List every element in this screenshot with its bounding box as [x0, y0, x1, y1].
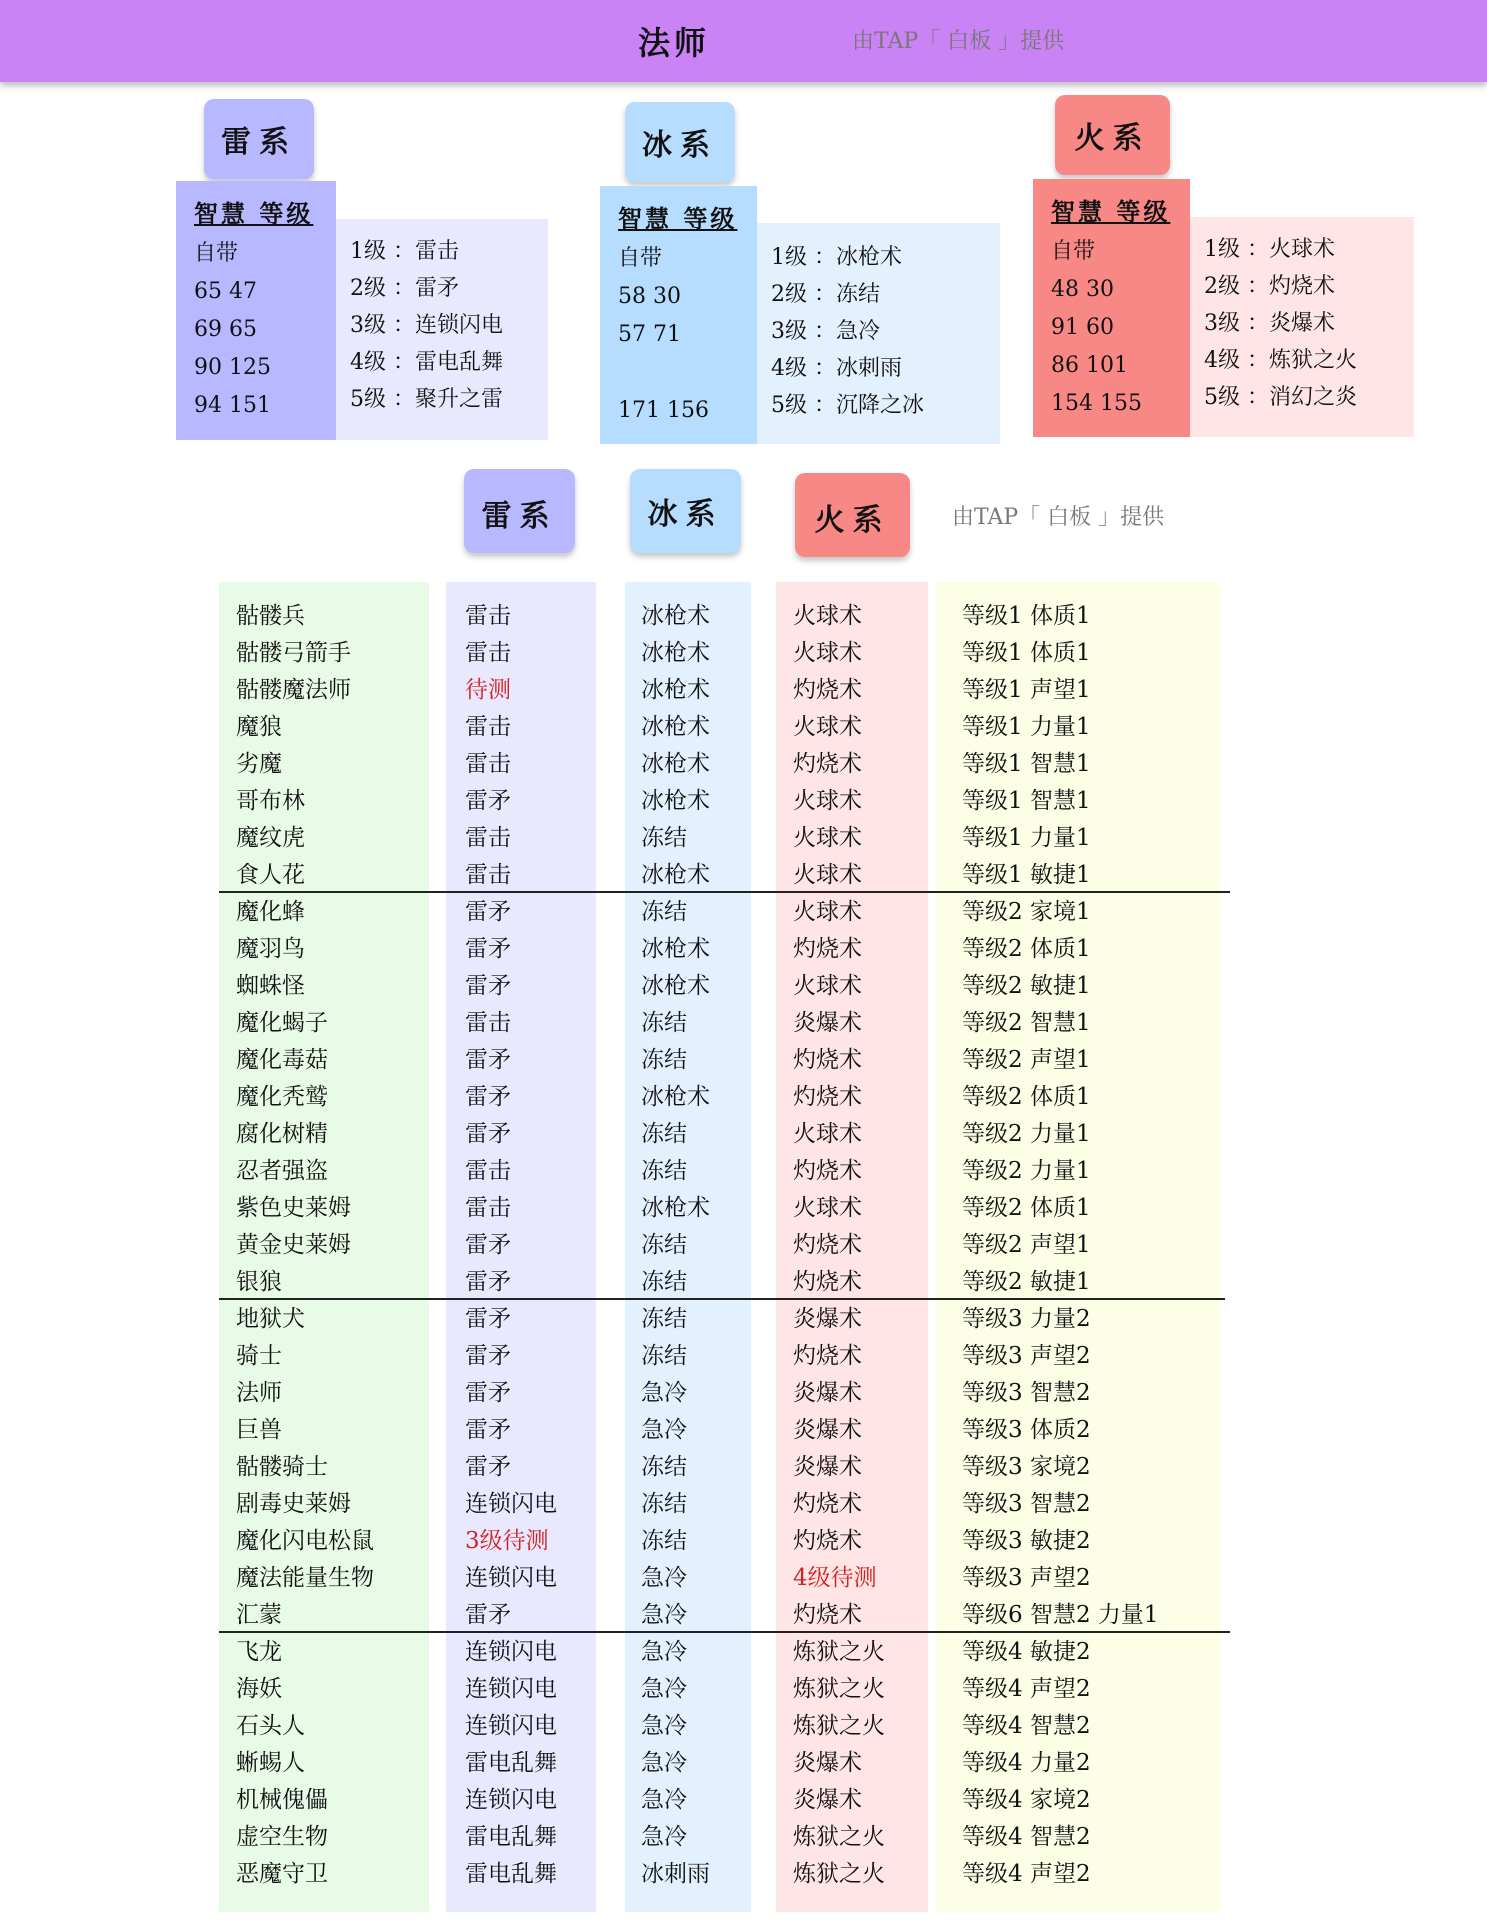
fire-cell: 炼狱之火 [793, 1824, 885, 1850]
fire-wisdom-row: 48 30 [1051, 277, 1114, 302]
monster-cell: 黄金史莱姆 [236, 1232, 351, 1258]
thunder-cell: 雷矛 [465, 1380, 511, 1406]
thunder-cell: 雷击 [465, 714, 511, 740]
fire-cell: 炼狱之火 [793, 1713, 885, 1739]
ice-cell: 冰枪术 [641, 640, 710, 666]
thunder-wisdom-row: 自带 [194, 241, 239, 266]
ice-level-item: 3级 ：急冷 [771, 319, 880, 344]
drop-cell: 等级2 体质1 [962, 936, 1091, 962]
fire-cell: 炎爆术 [793, 1787, 862, 1813]
monster-cell: 魔化蝎子 [236, 1010, 328, 1036]
fire-cell: 炎爆术 [793, 1417, 862, 1443]
monster-cell: 汇蒙 [236, 1602, 282, 1628]
ice-cell: 冻结 [641, 825, 687, 851]
fire-cell: 炎爆术 [793, 1306, 862, 1332]
thunder-level-item: 5级 ：聚升之雷 [350, 387, 503, 412]
thunder-cell: 雷矛 [465, 788, 511, 814]
fire-wisdom-row: 自带 [1051, 239, 1096, 264]
drop-cell: 等级2 敏捷1 [962, 973, 1091, 999]
fire-cell: 炼狱之火 [793, 1676, 885, 1702]
thunder-cell: 雷电乱舞 [465, 1750, 557, 1776]
ice-cell: 急冷 [641, 1787, 687, 1813]
fire-levels-panel [1190, 217, 1414, 437]
ice-cell: 冰枪术 [641, 936, 710, 962]
ice-cell: 急冷 [641, 1380, 687, 1406]
thunder-cell: 雷矛 [465, 1047, 511, 1073]
drop-cell: 等级1 力量1 [962, 825, 1091, 851]
drop-cell: 等级2 体质1 [962, 1084, 1091, 1110]
thunder-cell: 连锁闪电 [465, 1491, 557, 1517]
monster-cell: 魔化毒菇 [236, 1047, 328, 1073]
thunder-cell: 雷击 [465, 640, 511, 666]
ice-level-item: 2级 ：冻结 [771, 282, 880, 307]
ice-cell: 冰枪术 [641, 1084, 710, 1110]
thunder-cell: 雷击 [465, 862, 511, 888]
monster-cell: 骷髅兵 [236, 603, 305, 629]
drop-cell: 等级2 声望1 [962, 1232, 1091, 1258]
group-separator [219, 1631, 1230, 1633]
monster-cell: 虚空生物 [236, 1824, 328, 1850]
fire-wisdom-row: 86 101 [1051, 353, 1128, 378]
thunder-cell: 雷击 [465, 1010, 511, 1036]
thunder-cell: 连锁闪电 [465, 1787, 557, 1813]
monster-cell: 魔纹虎 [236, 825, 305, 851]
ice-cell: 急冷 [641, 1602, 687, 1628]
thunder-cell: 待测 [465, 677, 511, 703]
table-fire-label: 火系 [814, 503, 891, 538]
fire-level-item: 3级 ：炎爆术 [1204, 311, 1335, 336]
ice-wisdom-label: 智慧 等级 [618, 204, 738, 233]
drop-cell: 等级4 家境2 [962, 1787, 1091, 1813]
header-bar [0, 0, 1487, 82]
table-fire-tab [795, 473, 910, 557]
header-credit: 由TAP「 白板 」提供 [852, 29, 1065, 54]
fire-cell: 炎爆术 [793, 1750, 862, 1776]
ice-cell: 冰枪术 [641, 751, 710, 777]
ice-cell: 急冷 [641, 1750, 687, 1776]
monster-cell: 海妖 [236, 1676, 282, 1702]
drop-cell: 等级4 智慧2 [962, 1713, 1091, 1739]
ice-cell: 冰枪术 [641, 714, 710, 740]
thunder-cell: 雷矛 [465, 899, 511, 925]
thunder-wisdom-row: 69 65 [194, 317, 257, 342]
ice-school-tab [625, 102, 735, 182]
fire-cell: 4级待测 [793, 1565, 877, 1591]
thunder-cell: 雷击 [465, 603, 511, 629]
monster-cell: 飞龙 [236, 1639, 282, 1665]
ice-wisdom-panel [600, 186, 757, 444]
monster-cell: 骷髅弓箭手 [236, 640, 351, 666]
thunder-wisdom-label: 智慧 等级 [194, 199, 314, 228]
monster-cell: 骑士 [236, 1343, 282, 1369]
monster-cell: 骷髅魔法师 [236, 677, 351, 703]
fire-cell: 灼烧术 [793, 1269, 862, 1295]
thunder-cell: 连锁闪电 [465, 1676, 557, 1702]
ice-cell: 冻结 [641, 1491, 687, 1517]
ice-levels-panel [757, 223, 1000, 444]
drop-cell: 等级4 声望2 [962, 1676, 1091, 1702]
fire-wisdom-row: 154 155 [1051, 391, 1142, 416]
monster-cell: 蜘蛛怪 [236, 973, 305, 999]
ice-wisdom-row: 自带 [618, 246, 663, 271]
fire-cell: 灼烧术 [793, 677, 862, 703]
ice-cell: 冰枪术 [641, 1195, 710, 1221]
thunder-level-item: 3级 ：连锁闪电 [350, 313, 503, 338]
thunder-wisdom-row: 94 151 [194, 393, 271, 418]
drop-cell: 等级1 力量1 [962, 714, 1091, 740]
ice-cell: 冻结 [641, 1269, 687, 1295]
monster-cell: 石头人 [236, 1713, 305, 1739]
thunder-cell: 雷矛 [465, 1343, 511, 1369]
monster-cell: 地狱犬 [236, 1306, 305, 1332]
ice-cell: 冰刺雨 [641, 1861, 710, 1887]
thunder-school-name: 雷系 [221, 125, 297, 160]
thunder-wisdom-row: 65 47 [194, 279, 257, 304]
table-thunder-tab [464, 469, 575, 553]
fire-cell: 灼烧术 [793, 1602, 862, 1628]
thunder-level-item: 1级 ：雷击 [350, 239, 459, 264]
fire-school-tab [1055, 95, 1170, 175]
thunder-levels-panel [336, 219, 548, 440]
ice-level-item: 1级 ：冰枪术 [771, 245, 902, 270]
drop-cell: 等级1 体质1 [962, 603, 1091, 629]
drop-cell: 等级1 智慧1 [962, 788, 1091, 814]
thunder-cell: 雷击 [465, 1158, 511, 1184]
ice-cell: 冻结 [641, 899, 687, 925]
fire-cell: 炼狱之火 [793, 1639, 885, 1665]
fire-cell: 灼烧术 [793, 1084, 862, 1110]
fire-level-item: 4级 ：炼狱之火 [1204, 348, 1357, 373]
ice-cell: 急冷 [641, 1713, 687, 1739]
ice-cell: 冻结 [641, 1528, 687, 1554]
ice-cell: 急冷 [641, 1417, 687, 1443]
thunder-cell: 雷击 [465, 1195, 511, 1221]
drop-cell: 等级2 声望1 [962, 1047, 1091, 1073]
drop-cell: 等级1 声望1 [962, 677, 1091, 703]
ice-cell: 急冷 [641, 1824, 687, 1850]
drop-cell: 等级2 力量1 [962, 1158, 1091, 1184]
ice-cell: 冰枪术 [641, 788, 710, 814]
fire-cell: 炎爆术 [793, 1454, 862, 1480]
ice-cell: 冰枪术 [641, 603, 710, 629]
ice-wisdom-row: 171 156 [618, 398, 709, 423]
thunder-wisdom-row: 90 125 [194, 355, 271, 380]
ice-level-item: 5级 ：沉降之冰 [771, 393, 924, 418]
thunder-cell: 连锁闪电 [465, 1639, 557, 1665]
monster-cell: 恶魔守卫 [236, 1861, 328, 1887]
ice-cell: 急冷 [641, 1676, 687, 1702]
ice-cell: 冻结 [641, 1232, 687, 1258]
monster-cell: 巨兽 [236, 1417, 282, 1443]
drop-cell: 等级4 敏捷2 [962, 1639, 1091, 1665]
fire-cell: 灼烧术 [793, 1491, 862, 1517]
fire-cell: 灼烧术 [793, 1047, 862, 1073]
fire-wisdom-row: 91 60 [1051, 315, 1114, 340]
fire-wisdom-label: 智慧 等级 [1051, 197, 1171, 226]
thunder-cell: 雷矛 [465, 1602, 511, 1628]
ice-cell: 急冷 [641, 1639, 687, 1665]
ice-cell: 冻结 [641, 1343, 687, 1369]
drop-cell: 等级3 家境2 [962, 1454, 1091, 1480]
drop-cell: 等级3 声望2 [962, 1343, 1091, 1369]
drop-cell: 等级2 力量1 [962, 1121, 1091, 1147]
thunder-cell: 雷击 [465, 751, 511, 777]
drop-cell: 等级3 体质2 [962, 1417, 1091, 1443]
thunder-cell: 雷矛 [465, 1269, 511, 1295]
ice-cell: 冻结 [641, 1121, 687, 1147]
ice-cell: 冰枪术 [641, 677, 710, 703]
thunder-cell: 雷矛 [465, 1306, 511, 1332]
thunder-cell: 3级待测 [465, 1528, 549, 1554]
monster-cell: 魔狼 [236, 714, 282, 740]
ice-level-item: 4级 ：冰刺雨 [771, 356, 902, 381]
monster-cell: 机械傀儡 [236, 1787, 328, 1813]
thunder-cell: 雷矛 [465, 973, 511, 999]
thunder-level-item: 4级 ：雷电乱舞 [350, 350, 503, 375]
fire-cell: 火球术 [793, 973, 862, 999]
ice-cell: 冰枪术 [641, 862, 710, 888]
monster-cell: 骷髅骑士 [236, 1454, 328, 1480]
fire-cell: 灼烧术 [793, 751, 862, 777]
ice-cell: 冻结 [641, 1306, 687, 1332]
drop-cell: 等级1 体质1 [962, 640, 1091, 666]
monster-cell: 法师 [236, 1380, 282, 1406]
ice-wisdom-row: 57 71 [618, 322, 681, 347]
monster-cell: 紫色史莱姆 [236, 1195, 351, 1221]
fire-cell: 灼烧术 [793, 1158, 862, 1184]
ice-cell: 冻结 [641, 1454, 687, 1480]
monster-cell: 魔羽鸟 [236, 936, 305, 962]
monster-cell: 魔法能量生物 [236, 1565, 374, 1591]
fire-cell: 炎爆术 [793, 1380, 862, 1406]
monster-cell: 魔化蜂 [236, 899, 305, 925]
fire-cell: 炼狱之火 [793, 1861, 885, 1887]
drop-cell: 等级1 智慧1 [962, 751, 1091, 777]
fire-cell: 火球术 [793, 714, 862, 740]
thunder-level-item: 2级 ：雷矛 [350, 276, 459, 301]
thunder-cell: 连锁闪电 [465, 1713, 557, 1739]
monster-cell: 腐化树精 [236, 1121, 328, 1147]
thunder-school-tab [204, 99, 314, 179]
fire-school-name: 火系 [1074, 121, 1151, 156]
thunder-cell: 雷矛 [465, 1454, 511, 1480]
fire-cell: 火球术 [793, 603, 862, 629]
table-thunder-label: 雷系 [481, 499, 558, 534]
drop-cell: 等级2 敏捷1 [962, 1269, 1091, 1295]
monster-cell: 劣魔 [236, 751, 282, 777]
drop-cell: 等级3 声望2 [962, 1565, 1091, 1591]
drop-cell: 等级4 声望2 [962, 1861, 1091, 1887]
fire-cell: 火球术 [793, 899, 862, 925]
drop-cell: 等级4 智慧2 [962, 1824, 1091, 1850]
monster-cell: 忍者强盗 [236, 1158, 328, 1184]
drop-cell: 等级3 智慧2 [962, 1491, 1091, 1517]
fire-cell: 火球术 [793, 862, 862, 888]
thunder-cell: 雷矛 [465, 1121, 511, 1147]
fire-cell: 炎爆术 [793, 1010, 862, 1036]
fire-level-item: 1级 ：火球术 [1204, 237, 1335, 262]
drop-cell: 等级3 力量2 [962, 1306, 1091, 1332]
fire-cell: 火球术 [793, 788, 862, 814]
table-ice-label: 冰系 [647, 497, 724, 532]
monster-cell: 魔化秃鹫 [236, 1084, 328, 1110]
fire-wisdom-panel [1033, 179, 1190, 437]
fire-cell: 火球术 [793, 640, 862, 666]
group-separator [219, 891, 1230, 893]
thunder-cell: 雷矛 [465, 1084, 511, 1110]
ice-cell: 冰枪术 [641, 973, 710, 999]
fire-level-item: 2级 ：灼烧术 [1204, 274, 1335, 299]
monster-cell: 哥布林 [236, 788, 305, 814]
monster-cell: 蜥蜴人 [236, 1750, 305, 1776]
fire-cell: 火球术 [793, 1121, 862, 1147]
table-credit: 由TAP「 白板 」提供 [952, 505, 1165, 530]
drop-cell: 等级2 智慧1 [962, 1010, 1091, 1036]
drop-cell: 等级3 敏捷2 [962, 1528, 1091, 1554]
fire-cell: 火球术 [793, 1195, 862, 1221]
thunder-cell: 连锁闪电 [465, 1565, 557, 1591]
ice-wisdom-row [618, 354, 757, 392]
drop-cell: 等级2 体质1 [962, 1195, 1091, 1221]
monster-cell: 银狼 [236, 1269, 282, 1295]
fire-cell: 灼烧术 [793, 1232, 862, 1258]
thunder-cell: 雷矛 [465, 936, 511, 962]
drop-cell: 等级1 敏捷1 [962, 862, 1091, 888]
fire-cell: 灼烧术 [793, 1528, 862, 1554]
ice-cell: 冻结 [641, 1047, 687, 1073]
drop-cell: 等级4 力量2 [962, 1750, 1091, 1776]
drop-cell: 等级6 智慧2 力量1 [962, 1602, 1159, 1628]
fire-cell: 火球术 [793, 825, 862, 851]
thunder-cell: 雷电乱舞 [465, 1824, 557, 1850]
fire-level-item: 5级 ：消幻之炎 [1204, 385, 1357, 410]
fire-cell: 灼烧术 [793, 1343, 862, 1369]
thunder-cell: 雷击 [465, 825, 511, 851]
drop-cell: 等级2 家境1 [962, 899, 1091, 925]
ice-cell: 冻结 [641, 1010, 687, 1036]
page-title: 法师 [638, 24, 711, 62]
fire-cell: 灼烧术 [793, 936, 862, 962]
thunder-cell: 雷矛 [465, 1232, 511, 1258]
thunder-cell: 雷矛 [465, 1417, 511, 1443]
thunder-cell: 雷电乱舞 [465, 1861, 557, 1887]
table-ice-tab [630, 469, 741, 553]
ice-cell: 冻结 [641, 1158, 687, 1184]
monster-cell: 剧毒史莱姆 [236, 1491, 351, 1517]
ice-cell: 急冷 [641, 1565, 687, 1591]
monster-cell: 食人花 [236, 862, 305, 888]
ice-school-name: 冰系 [642, 128, 718, 163]
group-separator [219, 1298, 1225, 1300]
monster-cell: 魔化闪电松鼠 [236, 1528, 374, 1554]
ice-wisdom-row: 58 30 [618, 284, 681, 309]
thunder-wisdom-panel [176, 181, 336, 440]
drop-cell: 等级3 智慧2 [962, 1380, 1091, 1406]
